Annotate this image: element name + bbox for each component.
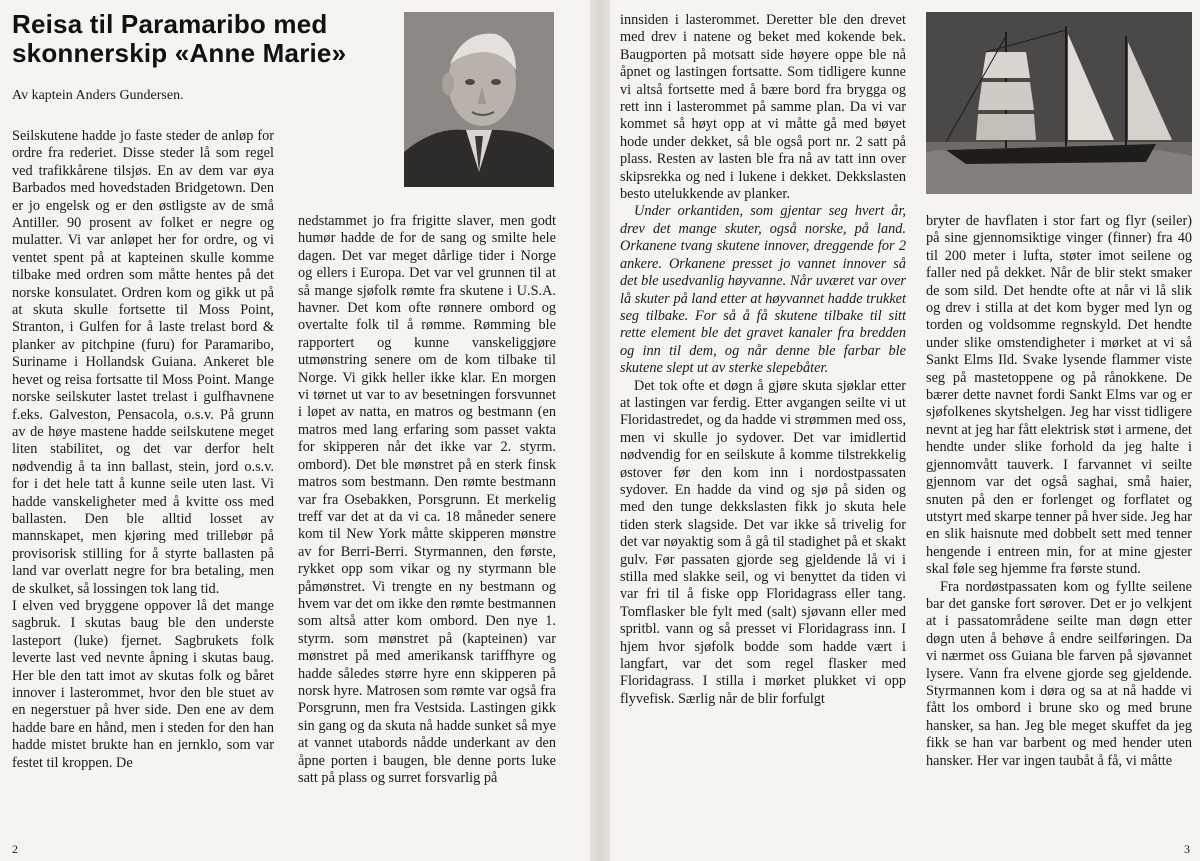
paragraph: Seilskutene hadde jo faste steder de anløp for ordre fra rederiet. Disse steder lå som regel ved trafikkårene tilsjøs. En av dem var øya Barbados med hovedstaden Bridgetown. Den er jo engelsk og er den østligste av de små Antiller. 90 prosent av folket er negre og mulatter. Vi var anløpet her for ordre, og vi ventet spent på at kapteinen skulle komme tilbake med ordren som måtte hentes på det norske konsulatet. Ordren kom og gikk ut på at skuta skulle fortsette til Moss Point, Stranton, i Gulfen for å laste trelast bord & planker av pitchpine (furu) for Paramaribo, Suriname i Hollandsk Guiana. Ankeret ble hevet og reisa fortsatte til Moss Point. Mange norske seilskuter lastet trelast i gulfhavnene f.eks. Galveston, Pensacola, o.s.v. På grunn av de høye mastene hadde seilskutene meget liten stabilitet, og det var derfor helt nødvendig å ta inn ballast, stein, jord o.s.v. for i det hele tatt å kunne seile uten last. Vi hadde vanskeligheter med å kvitte oss med ballasten. Den ble alltid losset av mannskapet, men kjøring med trillebør på provisorisk stilling for å styrte ballasten på land var overlatt negre for bra betaling, men de skulket, så lossingen tok lang tid. xyxy=(12,128,274,597)
paragraph: Fra nordøstpassaten kom og fyllte seilene bar det ganske fort sørover. Det er jo velkjent at i passatområdene seilte man døgn etter døgn uten å behøve å endre seilføringen. Da vi nærmet oss Guiana ble farven på sjøvannet lysere. Vann fra elvene gjorde seg gjeldende. Styrmannen kom i døra og sa at nå hadde vi fått los ombord i brune sko og med brune hansker, sa han. Jeg ble meget skuffet da jeg fikk se han var barbent og med hender uten hansker. Her var ingen taubåt å få, vi måtte xyxy=(926,578,1192,769)
left-page xyxy=(0,0,590,861)
page-number: 3 xyxy=(1184,842,1190,856)
left-column-2 xyxy=(298,213,556,787)
italic-paragraph: Under orkantiden, som gjentar seg hvert år, drev det mange skuter, også norske, på land. Orkanene tvang skutene innover, dreggende for 2 ankere. Orkanene presset jo vannet innover så det ble usedvanlig høyvanne. Når uværet var over lå skuter på land etter at høyvannet hadde trukket seg tilbake. For så å få skutene tilbake til sitt rette element ble det gravet kanaler fra bredden og inn til dem, og når denne ble farbar ble skutene slept ut av sterke slepebåter. xyxy=(620,203,906,377)
paragraph: nedstammet jo fra frigitte slaver, men godt humør hadde de for de sang og smilte hele dagen. Det var meget dårlige tider i Norge og ellers i Europa. Det var vel grunnen til at så mange sjøfolk rømte fra skutene i U.S.A. havner. Det kom ofte rønnere ombord og overtalte folk til å rømme. Rømming ble rapportert og kunne vanskeliggjøre utmønstring senere om de kom tilbake til Norge. Vi gikk heller ikke klar. En morgen vi tørnet ut var to av besetningen forsvunnet i løpet av natta, en matros og bestmann (en matros med lang erfaring som passet vakta for skipperen når det ikke var 2. styrm. ombord). Det ble mønstret på en sterk finsk matros som bestmann. Den rømte bestmann var fra Osebakken, Porsgrunn. Et merkelig treff var det at da vi ca. 18 måneder senere kom til New York måtte skipperen mønstre av for Berri-Berri. Styrmannen, den første, rykket opp som vikar og ny styrmann ble påmønstret. Vi trengte en ny bestmann og hvem var det om ikke den rømte bestmannen som altså atter kom ombord. Den nye 1. styrm. som mønstret på (kapteinen) var mønstret på med amerikansk tariffhyre og hadde således større hyre enn skipperen på norsk hyre. Matrosen som rømte var også fra Porsgrunn, men fra Vestsida. Lastingen gikk sin gang og da skuta nå hadde sunket så mye at vannet utabords nådde underkant av den åpne porten i baugen, ble denne ports luke satt på plass og surret forsvarlig på xyxy=(298,213,556,786)
left-column-1 xyxy=(12,128,274,772)
right-page xyxy=(610,0,1200,861)
paragraph: Det tok ofte et døgn å gjøre skuta sjøklar etter at lastingen var ferdig. Etter avgangen seilte vi ut Floridastredet, og da hadde vi strømmen med oss, men vi skulle jo sydover. Det var imidlertid nødvendig for en seilskute å komme tilstrekkelig østover før den kom inn i nordostpassaten sydover. En hadde da vind og sjø på siden og med den tunge dekkslasten fikk jo skuta hele tiden sterk slagside. Det var ikke så trivelig for det var nøyaktig som å gå til stadighet på et skakt gulv. Før passaten gjorde seg gjeldende lå vi i stilla med slakke seil, og vi benyttet da tiden vi var fri til å fiske opp Floridagrass eller tang. Tomflasker ble fylt med (salt) sjøvann eller med spritbl. vann og så presset vi Floridagrass inn. I hjem hvor sjøfolk bodde som hadde vært i langfart, var det som regel flasker med Floridagrass. I stilla i mørket plukket vi opp flyvefisk. Særlig når de blir forfulgt xyxy=(620,377,906,707)
book-gutter xyxy=(590,0,610,861)
right-column-1 xyxy=(620,12,906,708)
article-title: Reisa til Paramaribo med skonnerskip «Anne Marie» xyxy=(12,9,347,68)
right-column-2 xyxy=(926,213,1192,770)
ship-photo xyxy=(926,12,1192,194)
paragraph: bryter de havflaten i stor fart og flyr (seiler) på sine gjennomsiktige vinger (finner) fra 40 til 200 meter i lufta, støter imot seilene og faller ned på dekket. Når de blir stekt smaker de som sild. Det hendte ofte at når vi lå slik og drev i stilla at det kom byger med lyn og torden og voldsomme regnskyld. Det hendte under slike omstendigheter i mørket at vi så Sankt Elms Ild. Svake lysende flammer viste seg på mastetoppene og på rånokkene. De bærer dette navnet fordi Sankt Elms var og er sjøfolkenes skytshelgen. Jeg har visst tidligere nevnt at jeg har fått elektrisk støt i armene, det hendte under slike forhold da jeg halte i gjennomvått tauverk. I farvannet vi seilte gjennom var det også saghai, små haier, snuten på den er forlenget og forflatet og utstyrt med skarpe tenner på hver side. Jeg har en slik haisnute med dobbelt sett med tenner hengende i entreen min, for at mine gjester skal føle seg hjemme fra første stund. xyxy=(926,213,1192,578)
paragraph: innsiden i lasterommet. Deretter ble den drevet med drev i natene og beket med kokende bek. Baugporten på motsatt side høyere oppe ble nå åpnet og lastingen fortsatte. Som tidligere kunne vi altså fortsette med å bære bord fra brygga og rett inn i lasterommet på samme plan. Da vi var kommet så høyt opp at vi måtte gå med bøyet hode under dekket, så ble også port nr. 2 satt på plass. Resten av lasten ble fra nå av tatt inn over skipsrekka og ned i lukene i dekket. Dekkslasten besto utelukkende av planker. xyxy=(620,12,906,203)
paragraph: I elven ved bryggene oppover lå det mange sagbruk. I skutas baug ble den underste lasteport (luke) fjernet. Sagbrukets folk leverte last ved nevnte åpning i skutas baug. Her ble den tatt imot av skutas folk og båret innover i lasterommet, hvor den ble stuet av en negerstuer på hver side. Den ene av dem hadde bare en hånd, men i steden for den han hadde mistet brukte han en jernklo, som var festet til kroppen. De xyxy=(12,597,274,771)
byline: Av kaptein Anders Gundersen. xyxy=(12,88,184,103)
schooner-illustration xyxy=(926,12,1192,194)
page-number: 2 xyxy=(12,842,18,856)
portrait-photo xyxy=(404,12,554,187)
portrait-illustration xyxy=(404,12,554,187)
